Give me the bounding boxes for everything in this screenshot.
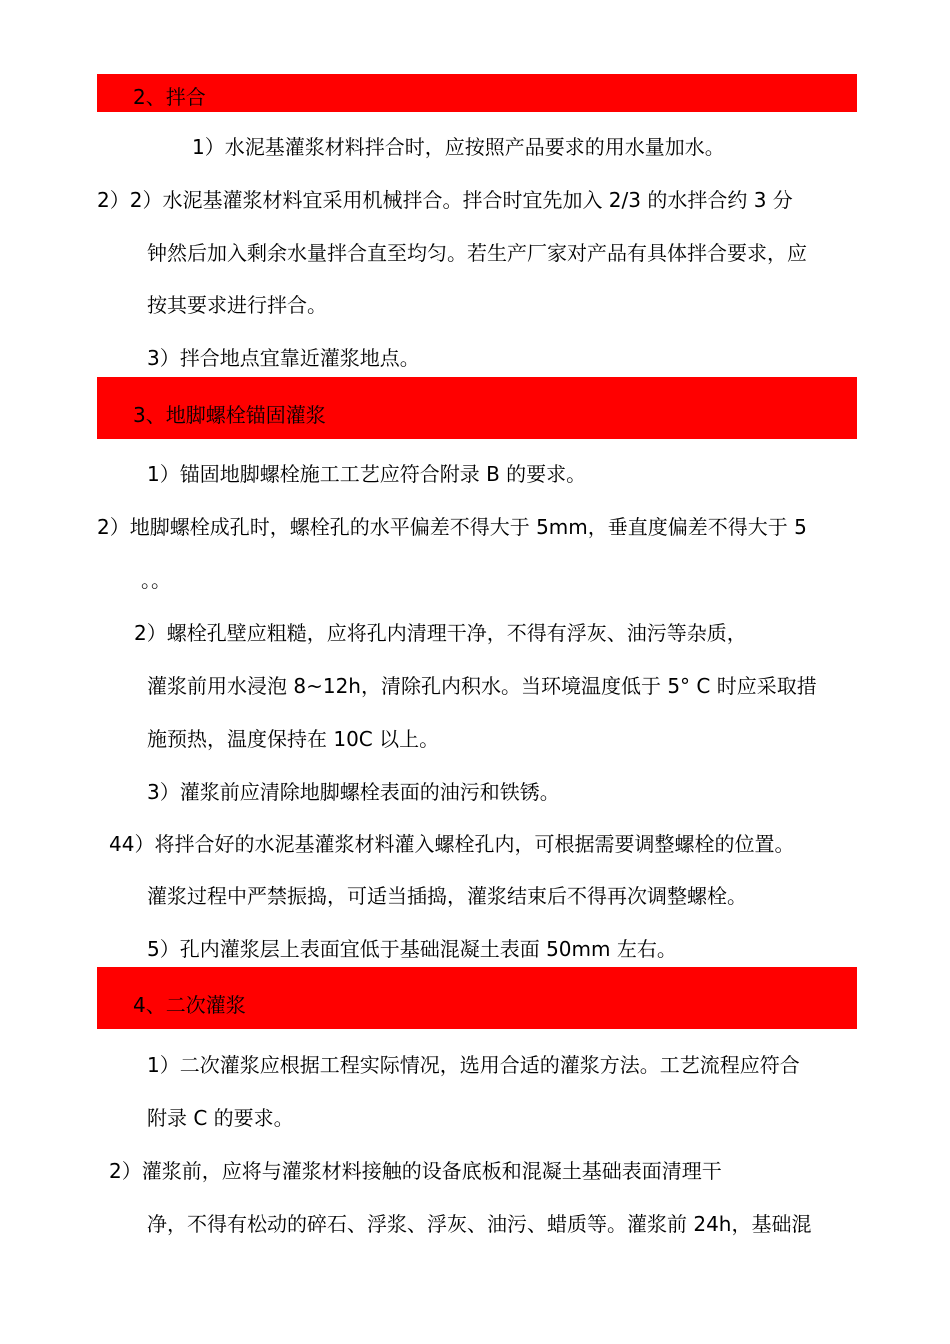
section-heading: 3、地脚螺栓锚固灌浆 (133, 403, 326, 427)
paragraph-line: 。。 (141, 568, 171, 592)
paragraph-line: 灌浆前用水浸泡 8~12h，清除孔内积水。当环境温度低于 5° C 时应采取措 (147, 674, 817, 698)
paragraph-line: 44）将拌合好的水泥基灌浆材料灌入螺栓孔内，可根据需要调整螺栓的位置。 (109, 832, 795, 856)
section-heading: 4、二次灌浆 (133, 993, 246, 1017)
paragraph-line: 净，不得有松动的碎石、浮浆、浮灰、油污、蜡质等。灌浆前 24h，基础混 (147, 1212, 812, 1236)
section-heading-band-mixing (97, 74, 857, 112)
paragraph-line: 1）水泥基灌浆材料拌合时，应按照产品要求的用水量加水。 (192, 135, 725, 159)
paragraph-line: 按其要求进行拌合。 (147, 293, 327, 317)
section-heading-band-secondary-grouting (97, 967, 857, 1029)
paragraph-line: 施预热，温度保持在 10C 以上。 (147, 727, 440, 751)
paragraph-line: 钟然后加入剩余水量拌合直至均匀。若生产厂家对产品有具体拌合要求，应 (147, 241, 807, 265)
paragraph-line: 1）二次灌浆应根据工程实际情况，选用合适的灌浆方法。工艺流程应符合 (147, 1053, 800, 1077)
paragraph-line: 2）螺栓孔壁应粗糙，应将孔内清理干净，不得有浮灰、油污等杂质， (134, 621, 747, 645)
paragraph-line: 5）孔内灌浆层上表面宜低于基础混凝土表面 50mm 左右。 (147, 937, 677, 961)
section-heading: 2、拌合 (133, 85, 206, 109)
paragraph-line: 2）灌浆前，应将与灌浆材料接触的设备底板和混凝土基础表面清理干 (109, 1159, 722, 1183)
paragraph-line: 3）拌合地点宜靠近灌浆地点。 (147, 346, 420, 370)
paragraph-line: 1）锚固地脚螺栓施工工艺应符合附录 B 的要求。 (147, 462, 587, 486)
paragraph-line: 2）2）水泥基灌浆材料宜采用机械拌合。拌合时宜先加入 2/3 的水拌合约 3 分 (97, 188, 793, 212)
section-heading-band-anchor-bolt (97, 377, 857, 439)
paragraph-line: 3）灌浆前应清除地脚螺栓表面的油污和铁锈。 (147, 780, 560, 804)
paragraph-line: 2）地脚螺栓成孔时，螺栓孔的水平偏差不得大于 5mm，垂直度偏差不得大于 5 (97, 515, 807, 539)
paragraph-line: 灌浆过程中严禁振捣，可适当插捣，灌浆结束后不得再次调整螺栓。 (147, 884, 747, 908)
paragraph-line: 附录 C 的要求。 (147, 1106, 294, 1130)
